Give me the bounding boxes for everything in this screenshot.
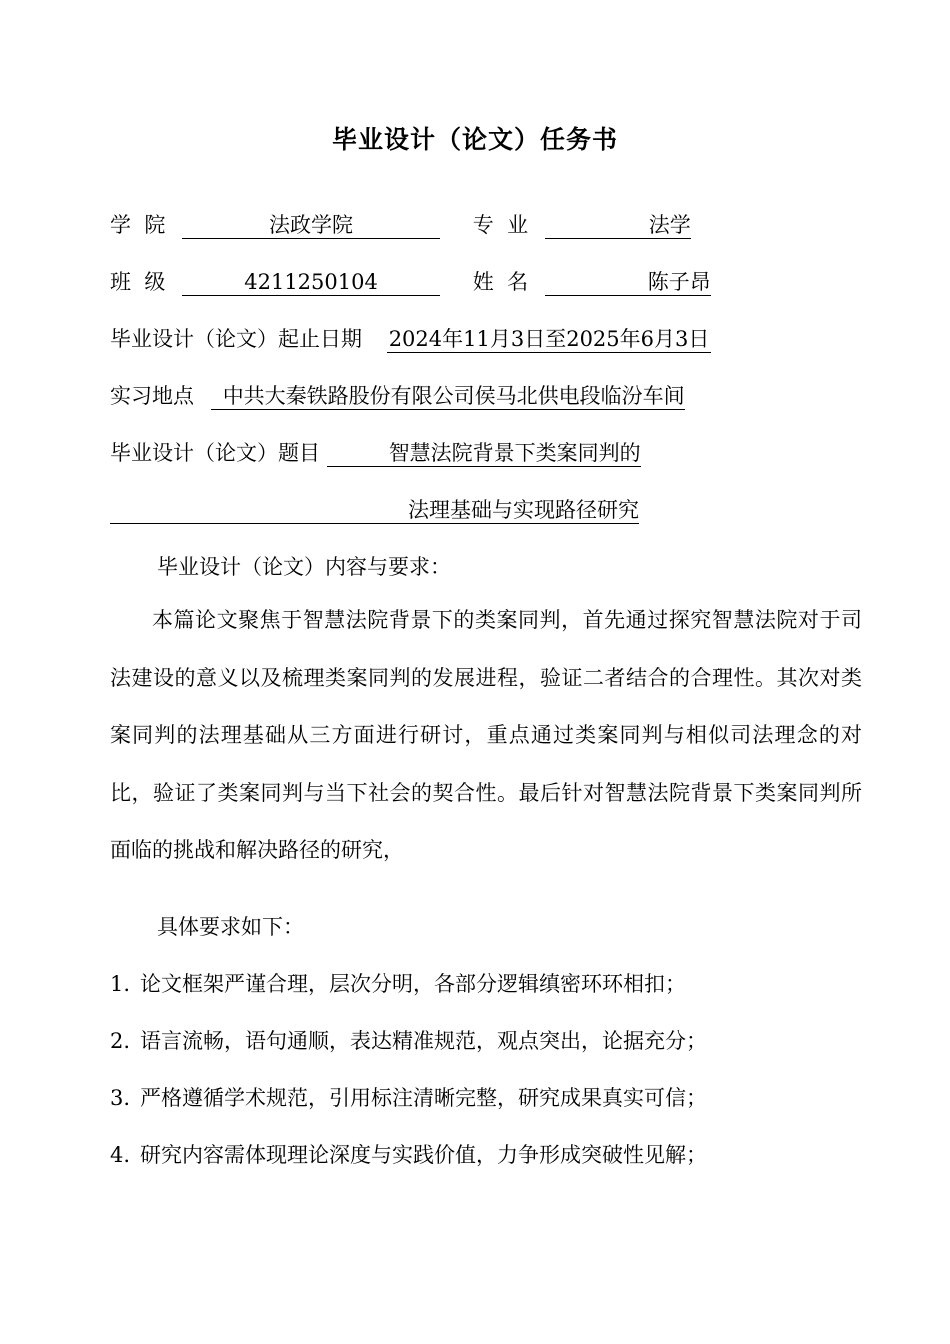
date-value: 2024年11月3日至2025年6月3日	[388, 327, 710, 351]
content-paragraph: 本篇论文聚焦于智慧法院背景下的类案同判，首先通过探究智慧法院对于司法建设的意义以及梳理类案同判的发展进程，验证二者结合的合理性。其次对类案同判的法理基础从三方面进行研讨，重点通过类案同判与相似司法理念的对比，验证了类案同判与当下社会的契合性。最后针对智慧法院背景下类案同判所面临的挑战和解决路径的研究，	[110, 608, 862, 862]
college-major-row	[110, 210, 691, 240]
topic-label: 毕业设计（论文）题目	[110, 441, 320, 465]
requirement-text: 论文框架严谨合理，层次分明，各部分逻辑缜密环环相扣；	[140, 972, 686, 996]
class-label: 班 级	[110, 270, 166, 294]
date-label: 毕业设计（论文）起止日期	[110, 327, 362, 351]
topic-row-2	[110, 495, 639, 525]
location-row	[110, 381, 685, 411]
location-label: 实习地点	[110, 384, 194, 408]
requirements-heading: 具体要求如下：	[157, 915, 304, 939]
college-value: 法政学院	[182, 212, 440, 239]
location-value: 中共大秦铁路股份有限公司侯马北供电段临汾车间	[211, 383, 685, 410]
requirement-item	[110, 1083, 707, 1113]
major-value-text: 法学	[648, 213, 691, 237]
topic-value-line2: 法理基础与实现路径研究	[110, 497, 639, 524]
class-name-row	[110, 267, 711, 297]
topic-value-line1: 智慧法院背景下类案同判的	[327, 440, 641, 467]
requirement-text: 严格遵循学术规范，引用标注清晰完整，研究成果真实可信；	[140, 1086, 707, 1110]
requirement-number: 4.	[110, 1143, 131, 1167]
major-label: 专 业	[472, 213, 529, 237]
college-label: 学 院	[110, 213, 166, 237]
requirement-number: 2.	[110, 1029, 131, 1053]
requirement-item	[110, 1026, 707, 1056]
class-value: 4211250104	[182, 269, 440, 296]
topic-row	[110, 438, 641, 468]
requirement-text: 研究内容需体现理论深度与实践价值，力争形成突破性见解；	[140, 1143, 707, 1167]
requirement-item	[110, 1140, 707, 1170]
name-label: 姓 名	[472, 270, 529, 294]
requirement-item	[110, 969, 686, 999]
date-row	[110, 324, 711, 354]
content-heading: 毕业设计（论文）内容与要求：	[157, 555, 451, 579]
name-value-text: 陈子昂	[647, 270, 711, 294]
requirement-number: 3.	[110, 1086, 131, 1110]
name-value	[545, 269, 711, 296]
document-title: 毕业设计（论文）任务书	[331, 125, 618, 154]
requirement-text: 语言流畅，语句通顺，表达精准规范，观点突出，论据充分；	[140, 1029, 707, 1053]
requirement-number: 1.	[110, 972, 131, 996]
major-value	[545, 212, 691, 239]
